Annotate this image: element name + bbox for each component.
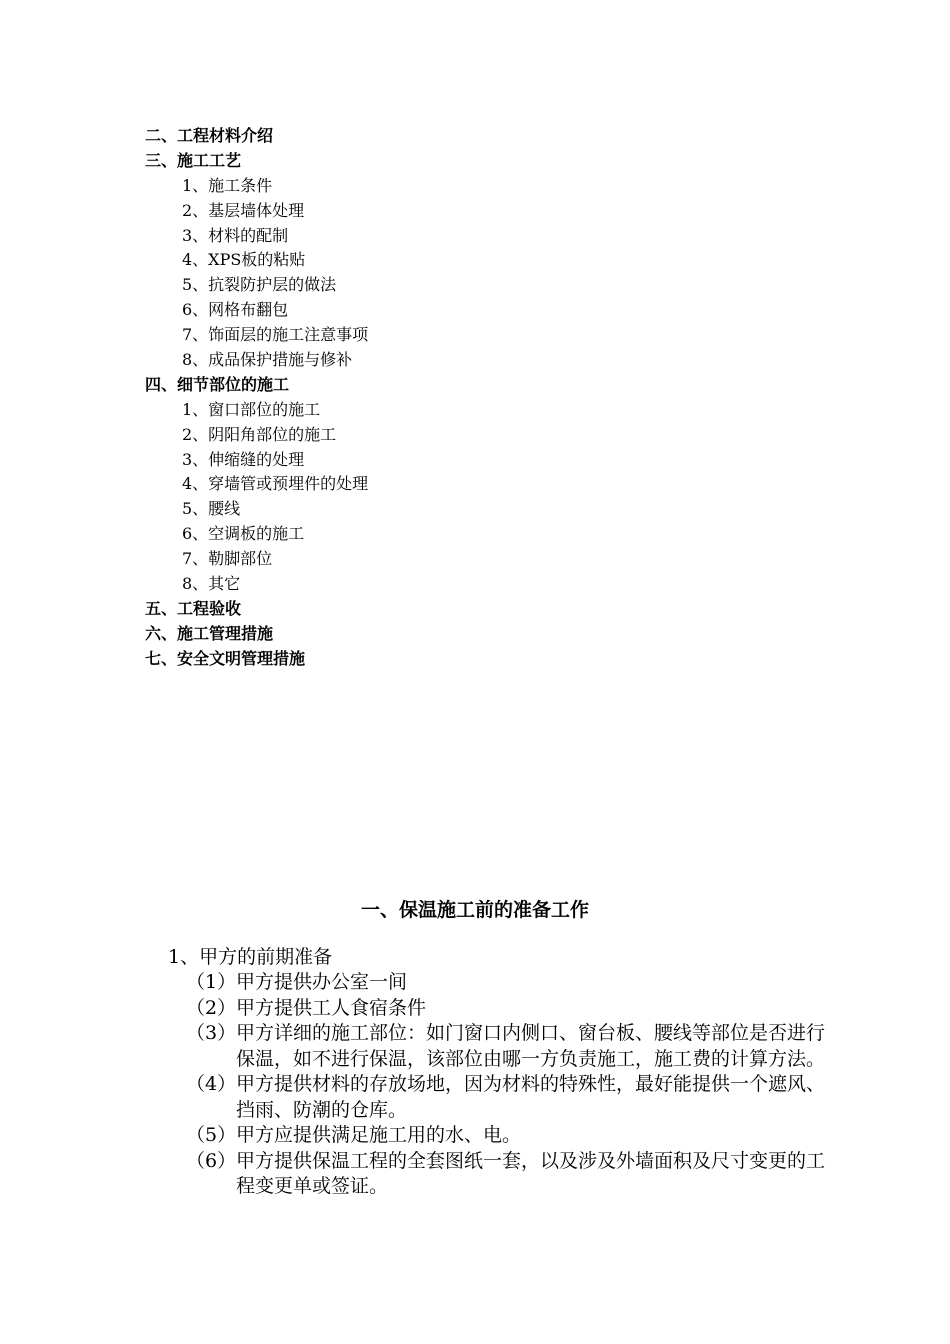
list-item (168, 1021, 848, 1072)
item-text: 甲方应提供满足施工用的水、电。 (236, 1124, 522, 1146)
toc-subitem: 3、材料的配制 (182, 225, 289, 245)
toc-subitem: 2、基层墙体处理 (182, 200, 305, 220)
toc-heading: 二、工程材料介绍 (145, 126, 274, 145)
item-number: （4） (186, 1073, 237, 1095)
toc-subitem: 8、成品保护措施与修补 (182, 350, 353, 370)
toc-subitem: 6、网格布翻包 (182, 300, 289, 320)
toc-subitem: 8、其它 (182, 574, 241, 594)
item-number: （3） (186, 1022, 237, 1044)
item-text: 甲方提供办公室一间 (236, 971, 408, 993)
item-number: （6） (186, 1149, 237, 1172)
toc-heading: 五、工程验收 (145, 598, 242, 618)
item-text: 甲方详细的施工部位：如门窗口内侧口、窗台板、腰线等部位是否进行保温，如不进行保温，该部位由哪一方负责施工，施工费的计算方法。 (236, 1022, 826, 1070)
item-text: 甲方提供工人食宿条件 (236, 996, 427, 1019)
section-title: 一、保温施工前的准备工作 (360, 899, 589, 921)
toc-subitem: 6、空调板的施工 (182, 524, 305, 544)
item-text: 甲方提供材料的存放场地，因为材料的特殊性，最好能提供一个遮风、挡雨、防潮的仓库。 (236, 1073, 826, 1121)
item-text: 甲方提供保温工程的全套图纸一套，以及涉及外墙面积及尺寸变更的工程变更单或签证。 (236, 1149, 826, 1197)
toc-subitem: 4、XPS板的粘贴 (182, 250, 306, 270)
subheading: 1、甲方的前期准备 (168, 946, 333, 968)
toc-heading: 七、安全文明管理措施 (145, 648, 306, 668)
toc-subitem: 7、勒脚部位 (182, 549, 273, 569)
toc-heading: 四、细节部位的施工 (145, 374, 290, 394)
toc-subitem: 2、阴阳角部位的施工 (182, 424, 337, 444)
toc-heading: 六、施工管理措施 (145, 623, 274, 643)
toc-heading: 三、施工工艺 (145, 150, 242, 170)
list-item (168, 1072, 848, 1123)
toc-subitem: 1、施工条件 (182, 175, 273, 195)
list-item (168, 1123, 848, 1149)
table-of-contents (145, 124, 845, 672)
item-number: （1） (186, 971, 237, 993)
item-number: （5） (186, 1124, 237, 1146)
toc-subitem: 5、抗裂防护层的做法 (182, 275, 337, 295)
item-number: （2） (186, 996, 237, 1019)
toc-subitem: 7、饰面层的施工注意事项 (182, 325, 369, 345)
list-item (168, 970, 848, 996)
section-body (168, 944, 848, 1200)
list-item (168, 996, 848, 1022)
toc-subitem: 5、腰线 (182, 499, 241, 519)
toc-subitem: 3、伸缩缝的处理 (182, 449, 305, 469)
toc-subitem: 4、穿墙管或预埋件的处理 (182, 474, 369, 494)
toc-subitem: 1、窗口部位的施工 (182, 399, 321, 419)
list-item (168, 1149, 848, 1200)
